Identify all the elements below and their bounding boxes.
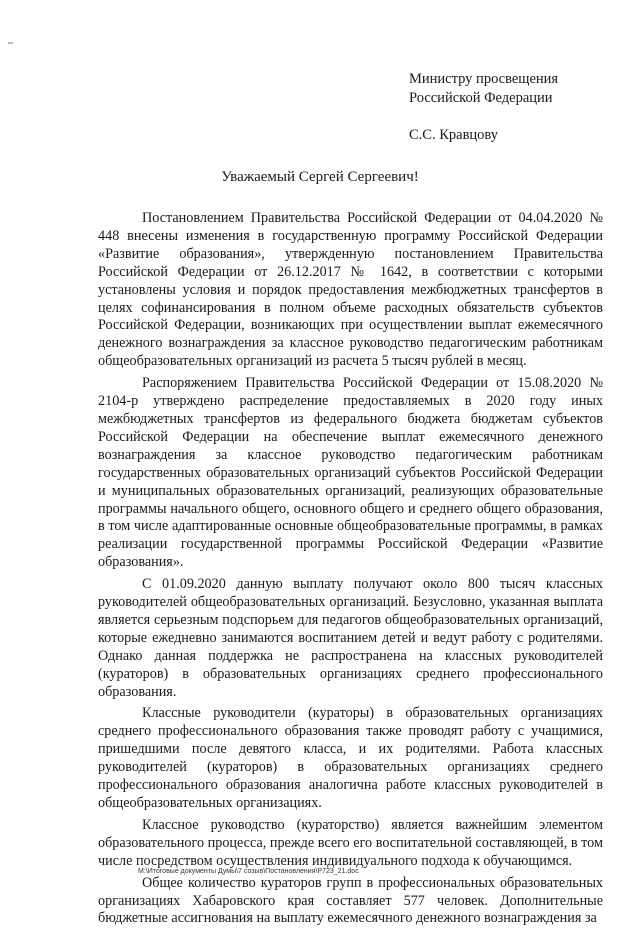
paragraph: С 01.09.2020 данную выплату получают около 800 тысяч классных руководителей общеобразовательных организаций. Безусловно, указанная выплата является серьезным подспорьем для педагогов общеобразовательных организаций, которые ежедневно занимаются воспитанием детей и ведут работу с родителями. Однако данная поддержка не распространена на классных руководителей (кураторов) в образовательных организациях среднего профессионального образования.: [98, 576, 603, 700]
paragraph: Постановлением Правительства Российской Федерации от 04.04.2020 № 448 внесены изменения в государственную программу Российской Федерации «Развитие образования», утвержденную постановлением Правительства Российской Федерации от 26.12.2017 № 1642, в соответствии с которыми установлены условия и порядок предоставления межбюджетных трансфертов в целях софинансирования в полном объеме расходных обязательств субъектов Российской Федерации, возникающих при осуществлении выплат ежемесячного денежного вознаграждения за классное руководство педагогическим работникам общеобразовательных организаций из расчета 5 тысяч рублей в месяц.: [98, 210, 603, 370]
paragraph: Классные руководители (кураторы) в образовательных организациях среднего профессионального образования также проводят работу с учащимися, пришедшими после девятого класса, и их родителями. Работа классных руководителей (кураторов) в образовательных организациях среднего профессионального образования аналогична работе классных руководителей в общеобразовательных организациях.: [98, 705, 603, 811]
addressee-block: [409, 70, 558, 145]
paragraph: Общее количество кураторов групп в профессиональных образовательных организациях Хабаровского края составляет 577 человек. Дополнительные бюджетные ассигнования на выплату ежемесячного денежного вознаграждения за: [98, 874, 603, 927]
addressee-country: Российской Федерации: [409, 90, 553, 106]
paragraph: Распоряжением Правительства Российской Федерации от 15.08.2020 № 2104-р утверждено распределение предоставляемых в 2020 году иных межбюджетных трансфертов из федерального бюджета бюджетам субъектов Российской Федерации на обеспечение выплат ежемесячного денежного вознаграждения за классное руководство педагогическим работникам государственных образовательных организаций субъектов Российской Федерации и муниципальных образовательных организаций, реализующих образовательные программы начального общего, основного общего и среднего общего образования, в том числе адаптированные основные общеобразовательные программы, в рамках реализации государственной программы Российской Федерации «Развитие образования».: [98, 375, 603, 571]
addressee-position: Министру просвещения: [409, 71, 559, 87]
salutation: Уважаемый Сергей Сергеевич!: [221, 169, 419, 185]
scan-mark: [8, 42, 13, 44]
letter-body: [98, 210, 603, 932]
file-path-footer: М:\Итоговые документы Думы\7 созыв\Постановления\Р723_21.doc: [138, 868, 359, 875]
paragraph: Классное руководство (кураторство) является важнейшим элементом образовательного процесса, прежде всего его воспитательной составляющей, в том числе посредством осуществления индивидуального подхода к обучающимся.: [98, 816, 603, 869]
addressee-name: С.С. Кравцову: [409, 127, 499, 143]
